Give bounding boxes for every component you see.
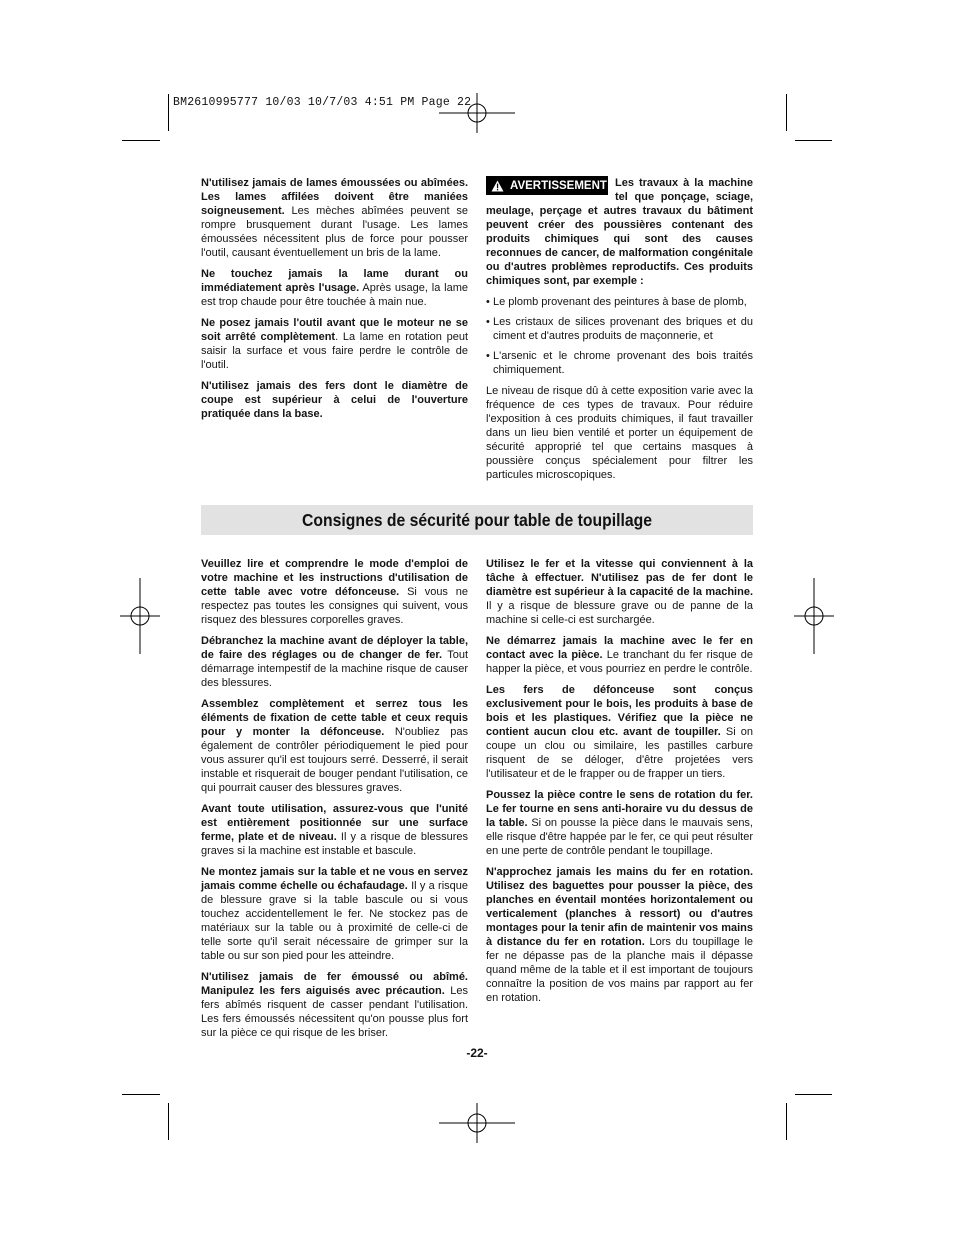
list-item: • Le plomb provenant des peintures à base de plomb, — [486, 295, 753, 309]
paragraph: N'utilisez jamais de fer émoussé ou abîmé. Manipulez les fers aiguisés avec précaution. Les fers abîmés risquent de casser pendant l'utilisation. Les fers émoussés nécessitent qu'on pousse plus fort sur la pièce ce qui risque de les briser. — [201, 971, 469, 1039]
paragraph: Assemblez complètement et serrez tous les éléments de fixation de cette table et ceux requis pour y monter la défonceuse. N'oubliez pas également de contrôler périodiquement le pied pour vous assurer qu'il est toujours serré. Desserré, il serait instable et risquerait de bouger pendant l'utilisation, ce qui pourrait causer des blessures graves. — [201, 698, 469, 794]
section-title: Consignes de sécurité pour table de toupillage — [301, 510, 653, 530]
column-top-left — [201, 176, 468, 428]
paragraph: N'approchez jamais les mains du fer en rotation. Utilisez des baguettes pour pousser la pièce, des planches en éventail montées horizontalement ou verticalement (planches à ressort) ou d'autres montages pour la tenir afin de maintenir vos mains à distance du fer en rotation. Lors du toupillage le fer ne dépasse pas de la planche mais il dépasse quand même de la table et il est important de toujours connaître la position de vos mains par rapport au fer en rotation. — [486, 866, 754, 1004]
paragraph: Ne touchez jamais la lame durant ou immédiatement après l'usage. Après usage, la lame est trop chaude pour être touchée à main nue. — [201, 268, 468, 308]
warning-triangle-icon — [491, 180, 504, 192]
list-item: • Les cristaux de silices provenant des briques et du ciment et d'autres produits de maçonnerie, et — [486, 315, 753, 343]
paragraph: Débranchez la machine avant de déployer la table, de faire des réglages ou de changer de fer. Tout démarrage intempestif de la machine risque de causer des blessures. — [201, 635, 469, 689]
registration-mark-left — [120, 578, 160, 654]
section-banner — [201, 505, 753, 535]
paragraph: Veuillez lire et comprendre le mode d'emploi de votre machine et les instructions d'utilisation de cette table avec votre défonceuse. Si vous ne respectez pas toutes les consignes qui suivent, vous risquez des blessures corporelles graves. — [201, 558, 469, 626]
paragraph: Utilisez le fer et la vitesse qui conviennent à la tâche à effectuer. N'utilisez pas de fer dont le diamètre est supérieur à la capacité de la machine. Il y a risque de blessure grave ou de panne de la machine si celle-ci est surchargée. — [486, 558, 753, 626]
warning-label: AVERTISSEMENT — [510, 179, 607, 192]
paragraph: Ne montez jamais sur la table et ne vous en servez jamais comme échelle ou échafaudage. Il y a risque de blessure grave si la table bascule ou si vous touchez accidentellement le fer. Ne stockez pas de matériaux sur la table ou à proximité de celle-ci de telle sorte qu'il serait nécessaire de grimper sur la table ou sur son pied pour les atteindre. — [201, 866, 468, 962]
column-bottom-left — [201, 557, 468, 1047]
print-slug: BM2610995777 10/03 10/7/03 4:51 PM Page 22 — [173, 96, 472, 109]
warning-intro: Les travaux à la machine tel que ponçage, sciage, meulage, perçage et autres travaux du bâtiment peuvent créer des poussières contenant des produits chimiques qui sont des causes reconnues de cancer, de malformation congénitale ou d'autres problèmes reproductifs. Ces produits chimiques sont, par exemple : — [486, 177, 753, 287]
paragraph: Ne posez jamais l'outil avant que le moteur ne se soit arrêté complètement. La lame en rotation peut saisir la surface et vous faire perdre le contrôle de l'outil. — [201, 317, 469, 371]
warning-outro: Le niveau de risque dû à cette exposition varie avec la fréquence de ces types de travaux. Pour réduire l'exposition à ces produits chimiques, il faut travailler dans un lieu bien ventilé et porter un équipement de sécurité approprié tel que certains masques à poussière conçus spécialement pour filtrer les particules microscopiques. — [486, 385, 753, 481]
registration-mark-top — [439, 93, 515, 133]
registration-mark-bottom — [439, 1103, 515, 1143]
paragraph: Poussez la pièce contre le sens de rotation du fer. Le fer tourne en sens anti-horaire vu du dessus de la table. Si on pousse la pièce dans le mauvais sens, elle risque d'être happée par le fer, ce qui peut résulter en une perte de contrôle pendant le toupillage. — [486, 789, 753, 857]
column-bottom-right — [486, 557, 753, 1012]
paragraph: Ne démarrez jamais la machine avec le fer en contact avec la pièce. Le tranchant du fer risque de happer la pièce, et vous pourriez en perdre le contrôle. — [486, 635, 753, 675]
paragraph: N'utilisez jamais de lames émoussées ou abîmées. Les lames affilées doivent être maniées soigneusement. Les mèches abîmées peuvent se rompre brusquement durant l'usage. Les lames émoussées nécessitent plus de force pour pousser l'outil, causant éventuellement un bris de la lame. — [201, 177, 468, 259]
paragraph: N'utilisez jamais des fers dont le diamètre de coupe est supérieur à celui de l'ouverture pratiquée dans la base. — [201, 380, 468, 420]
paragraph: Avant toute utilisation, assurez-vous que l'unité est entièrement positionnée sur une surface ferme, plate et de niveau. Il y a risque de blessures graves si la machine est instable et bascule. — [201, 803, 469, 857]
list-item: • L'arsenic et le chrome provenant des bois traités chimiquement. — [486, 349, 753, 377]
registration-mark-right — [794, 578, 834, 654]
hazard-list — [486, 295, 753, 377]
paragraph: Les fers de défonceuse sont conçus exclusivement pour le bois, les produits à base de bois et les plastiques. Vérifiez que la pièce ne contient aucun clou etc. avant de toupiller. Si on coupe un clou ou similaire, les pastilles carbure risquent de se déloger, d'être projetées vers l'utilisateur et de le frapper ou de frapper un tiers. — [486, 684, 753, 780]
page-number: -22- — [466, 1046, 488, 1060]
warning-badge — [486, 176, 608, 195]
warning-block — [486, 176, 753, 489]
